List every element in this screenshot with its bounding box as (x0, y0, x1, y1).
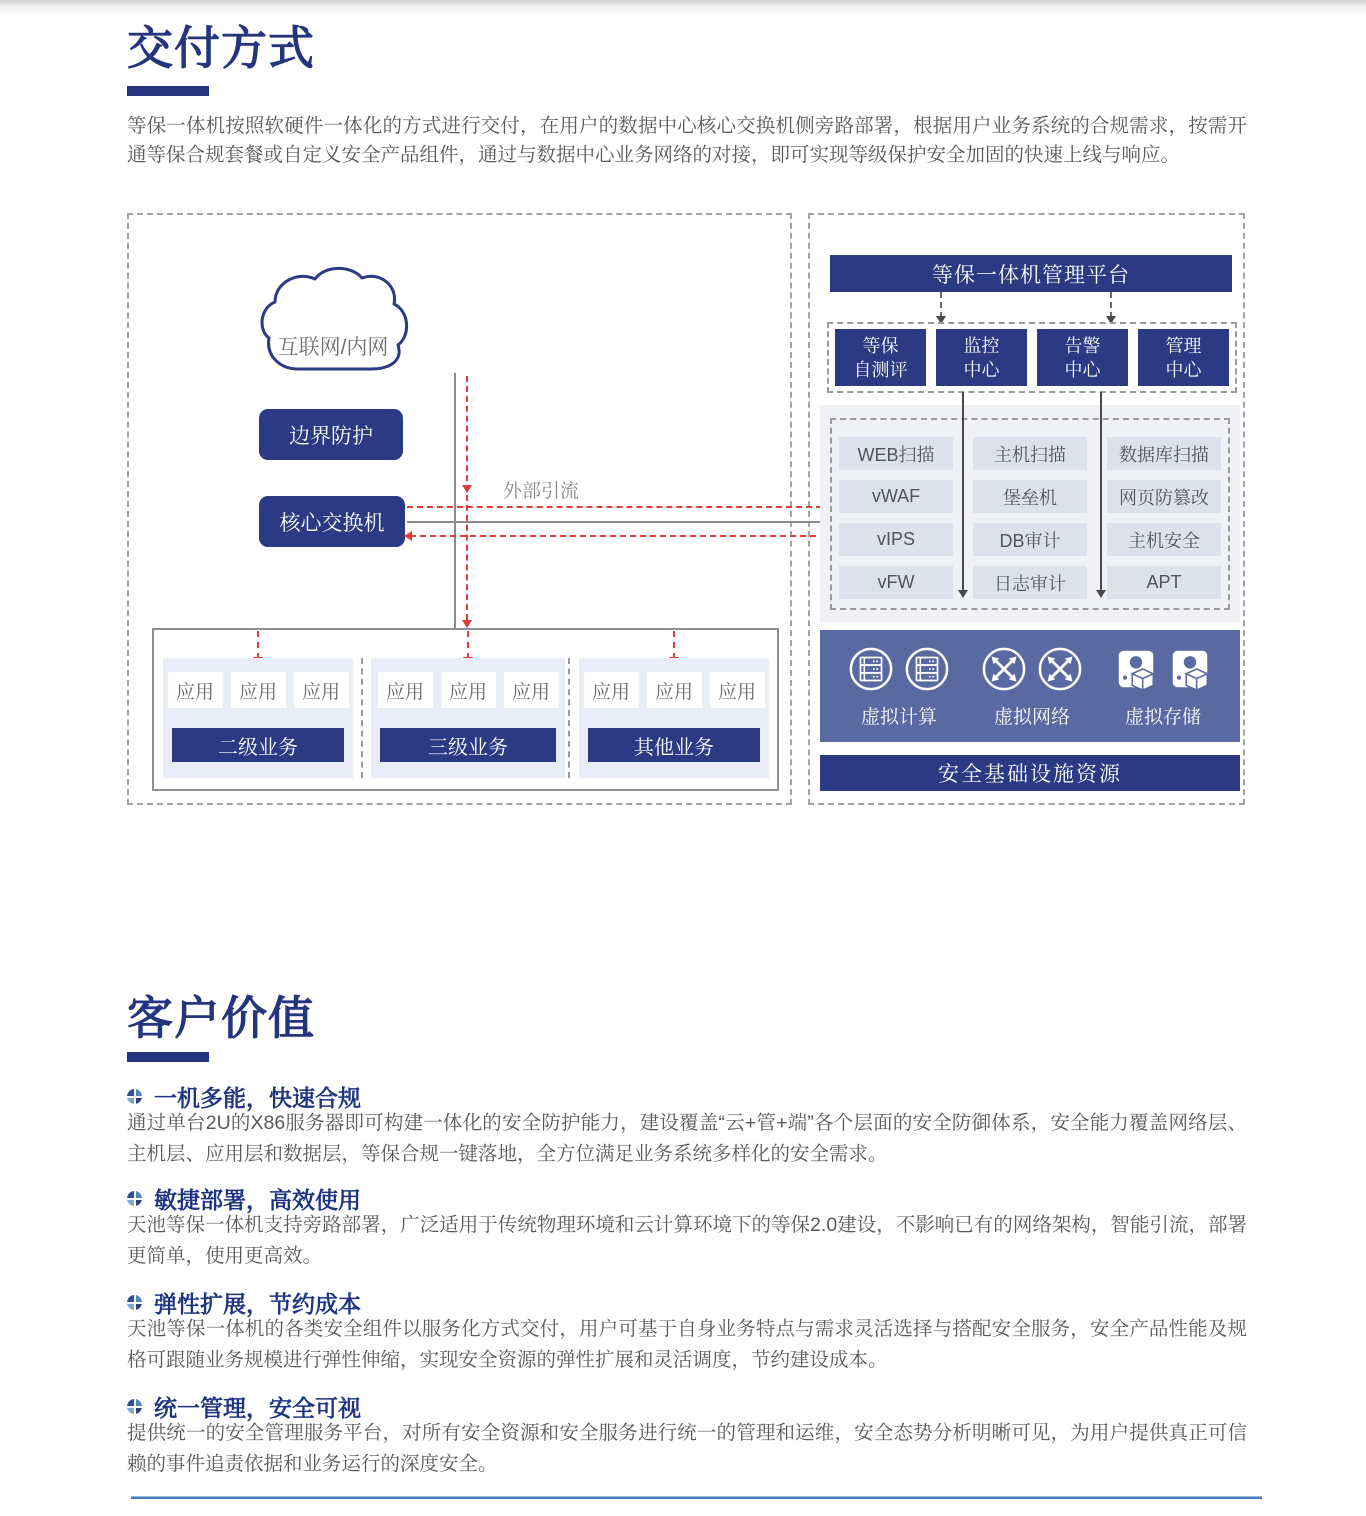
external-flow-label: 外部引流 (503, 481, 580, 502)
module-antitamper: 网页防篡改 (1107, 480, 1221, 513)
group-separator (361, 658, 363, 778)
value-item-title: 一机多能，快速合规 (154, 1085, 361, 1111)
delivery-section-title: 交付方式 (127, 22, 315, 74)
security-infrastructure-bar: 安全基础设施资源 (820, 755, 1240, 791)
network-icon (981, 646, 1027, 692)
app-row (584, 672, 765, 708)
delivery-diagram (0, 213, 1366, 805)
business-group-level2 (163, 658, 353, 778)
center-box-monitoring (936, 329, 1027, 386)
module-vfw: vFW (839, 566, 953, 599)
app-row (378, 672, 559, 708)
bottom-divider-rule (131, 1496, 1262, 1499)
server-icon (904, 646, 950, 692)
compass-bullet-icon (127, 1295, 142, 1310)
group3-arrow-line (673, 631, 675, 659)
value-item-title: 敏捷部署，高效使用 (154, 1187, 361, 1213)
center-line: 等保 (862, 335, 899, 356)
alert-downlink-arrowhead (1096, 590, 1106, 598)
business-bar-other: 其他业务 (588, 728, 760, 762)
virtual-storage-label: 虚拟存储 (1124, 707, 1201, 728)
cloud-label: 互联网/内网 (277, 336, 389, 359)
center-box-management (1138, 329, 1229, 386)
virtual-storage-group (1114, 646, 1212, 729)
value-item-4-body: 提供统一的安全管理服务平台，对所有安全资源和安全服务进行统一的管理和运维，安全态势分析明晰可见，为用户提供真正可信赖的事件追责依据和业务运行的深度安全。 (127, 1422, 1247, 1475)
app-box: 应用 (231, 672, 286, 708)
value-item-2-body: 天池等保一体机支持旁路部署，广泛适用于传统物理环境和云计算环境下的等保2.0建设，不影响已有的网络架构，智能引流，部署更简单，使用更高效。 (127, 1214, 1247, 1267)
security-modules-area (820, 405, 1240, 622)
server-icon (848, 646, 894, 692)
red-arrowhead-to-switch (462, 485, 472, 493)
module-bastion: 堡垒机 (973, 480, 1087, 513)
app-box: 应用 (294, 672, 349, 708)
module-log-audit: 日志审计 (973, 566, 1087, 599)
group2-arrow-line (467, 631, 469, 659)
boundary-protection-box: 边界防护 (259, 409, 403, 460)
compass-bullet-icon (127, 1089, 142, 1104)
security-modules-grid (830, 418, 1230, 610)
monitor-downlink-line (962, 392, 964, 592)
center-box-alert (1037, 329, 1128, 386)
center-line: 管理 (1165, 335, 1202, 356)
delivery-title-underline (127, 86, 209, 96)
center-box-selftest (835, 329, 926, 386)
management-platform-header: 等保一体机管理平台 (830, 255, 1232, 292)
business-group-level3 (371, 658, 565, 778)
center-line: 中心 (1064, 359, 1101, 380)
flow-arrow-left (404, 531, 412, 541)
virtual-network-group (981, 646, 1083, 729)
cloud-to-groups-redline (466, 376, 468, 620)
header-arrow-line (940, 292, 942, 318)
center-line: 监控 (963, 335, 1000, 356)
delivery-intro-paragraph: 等保一体机按照软硬件一体化的方式进行交付，在用户的数据中心核心交换机侧旁路部署，根据用户业务系统的合规需求，按需开通等保合规套餐或自定义安全产品组件，通过与数据中心业务网络的对接，即可实现等级保护安全加固的快速上线与响应。 (127, 115, 1247, 166)
centers-row (827, 322, 1237, 393)
module-vips: vIPS (839, 523, 953, 556)
module-web-scan: WEB扫描 (839, 437, 953, 470)
value-item-title: 弹性扩展，节约成本 (154, 1291, 361, 1317)
value-item-title: 统一管理，安全可视 (154, 1395, 361, 1421)
center-line: 告警 (1064, 335, 1101, 356)
virtual-resources-band (820, 630, 1240, 742)
flow-line-solid (407, 521, 828, 523)
module-host-security: 主机安全 (1107, 523, 1221, 556)
app-row (168, 672, 349, 708)
app-box: 应用 (441, 672, 496, 708)
module-apt: APT (1107, 566, 1221, 599)
network-icon (1037, 646, 1083, 692)
virtual-compute-group (848, 646, 950, 729)
value-section-title: 客户价值 (127, 992, 315, 1044)
monitor-downlink-arrowhead (958, 590, 968, 598)
app-box: 应用 (647, 672, 702, 708)
cloud-to-groups-line (454, 373, 456, 631)
app-box: 应用 (504, 672, 559, 708)
center-line: 中心 (963, 359, 1000, 380)
red-arrowhead-to-groups (462, 620, 472, 628)
center-line: 中心 (1165, 359, 1202, 380)
center-line: 自测评 (853, 359, 908, 380)
compass-bullet-icon (127, 1399, 142, 1414)
alert-downlink-line (1100, 392, 1102, 592)
module-vwaf: vWAF (839, 480, 953, 513)
virtual-network-label: 虚拟网络 (993, 707, 1070, 728)
module-db-scan: 数据库扫描 (1107, 437, 1221, 470)
value-item-1-body: 通过单台2U的X86服务器即可构建一体化的安全防护能力，建设覆盖“云+管+端”各个层面的安全防御体系，安全能力覆盖网络层、主机层、应用层和数据层，等保合规一键落地，全方位满足业务系统多样化的安全需求。 (127, 1112, 1247, 1165)
business-group-other (579, 658, 769, 778)
header-arrow-line (1110, 292, 1112, 318)
flow-line-back (410, 535, 826, 537)
value-title-underline (127, 1052, 209, 1062)
storage-icon (1168, 646, 1212, 692)
app-box: 应用 (378, 672, 433, 708)
group1-arrow-line (257, 631, 259, 659)
storage-icon (1114, 646, 1158, 692)
flow-line-out (407, 506, 822, 508)
module-host-scan: 主机扫描 (973, 437, 1087, 470)
virtual-compute-label: 虚拟计算 (860, 707, 937, 728)
business-bar-level3: 三级业务 (380, 728, 556, 762)
group-separator (568, 658, 570, 778)
value-item-3-body: 天池等保一体机的各类安全组件以服务化方式交付，用户可基于自身业务特点与需求灵活选择与搭配安全服务，安全产品性能及规格可跟随业务规模进行弹性伸缩，实现安全资源的弹性扩展和灵活调度，节约建设成本。 (127, 1318, 1247, 1371)
core-switch-box: 核心交换机 (259, 496, 405, 547)
module-db-audit: DB审计 (973, 523, 1087, 556)
compass-bullet-icon (127, 1191, 142, 1206)
app-box: 应用 (710, 672, 765, 708)
app-box: 应用 (168, 672, 223, 708)
app-box: 应用 (584, 672, 639, 708)
business-bar-level2: 二级业务 (172, 728, 344, 762)
